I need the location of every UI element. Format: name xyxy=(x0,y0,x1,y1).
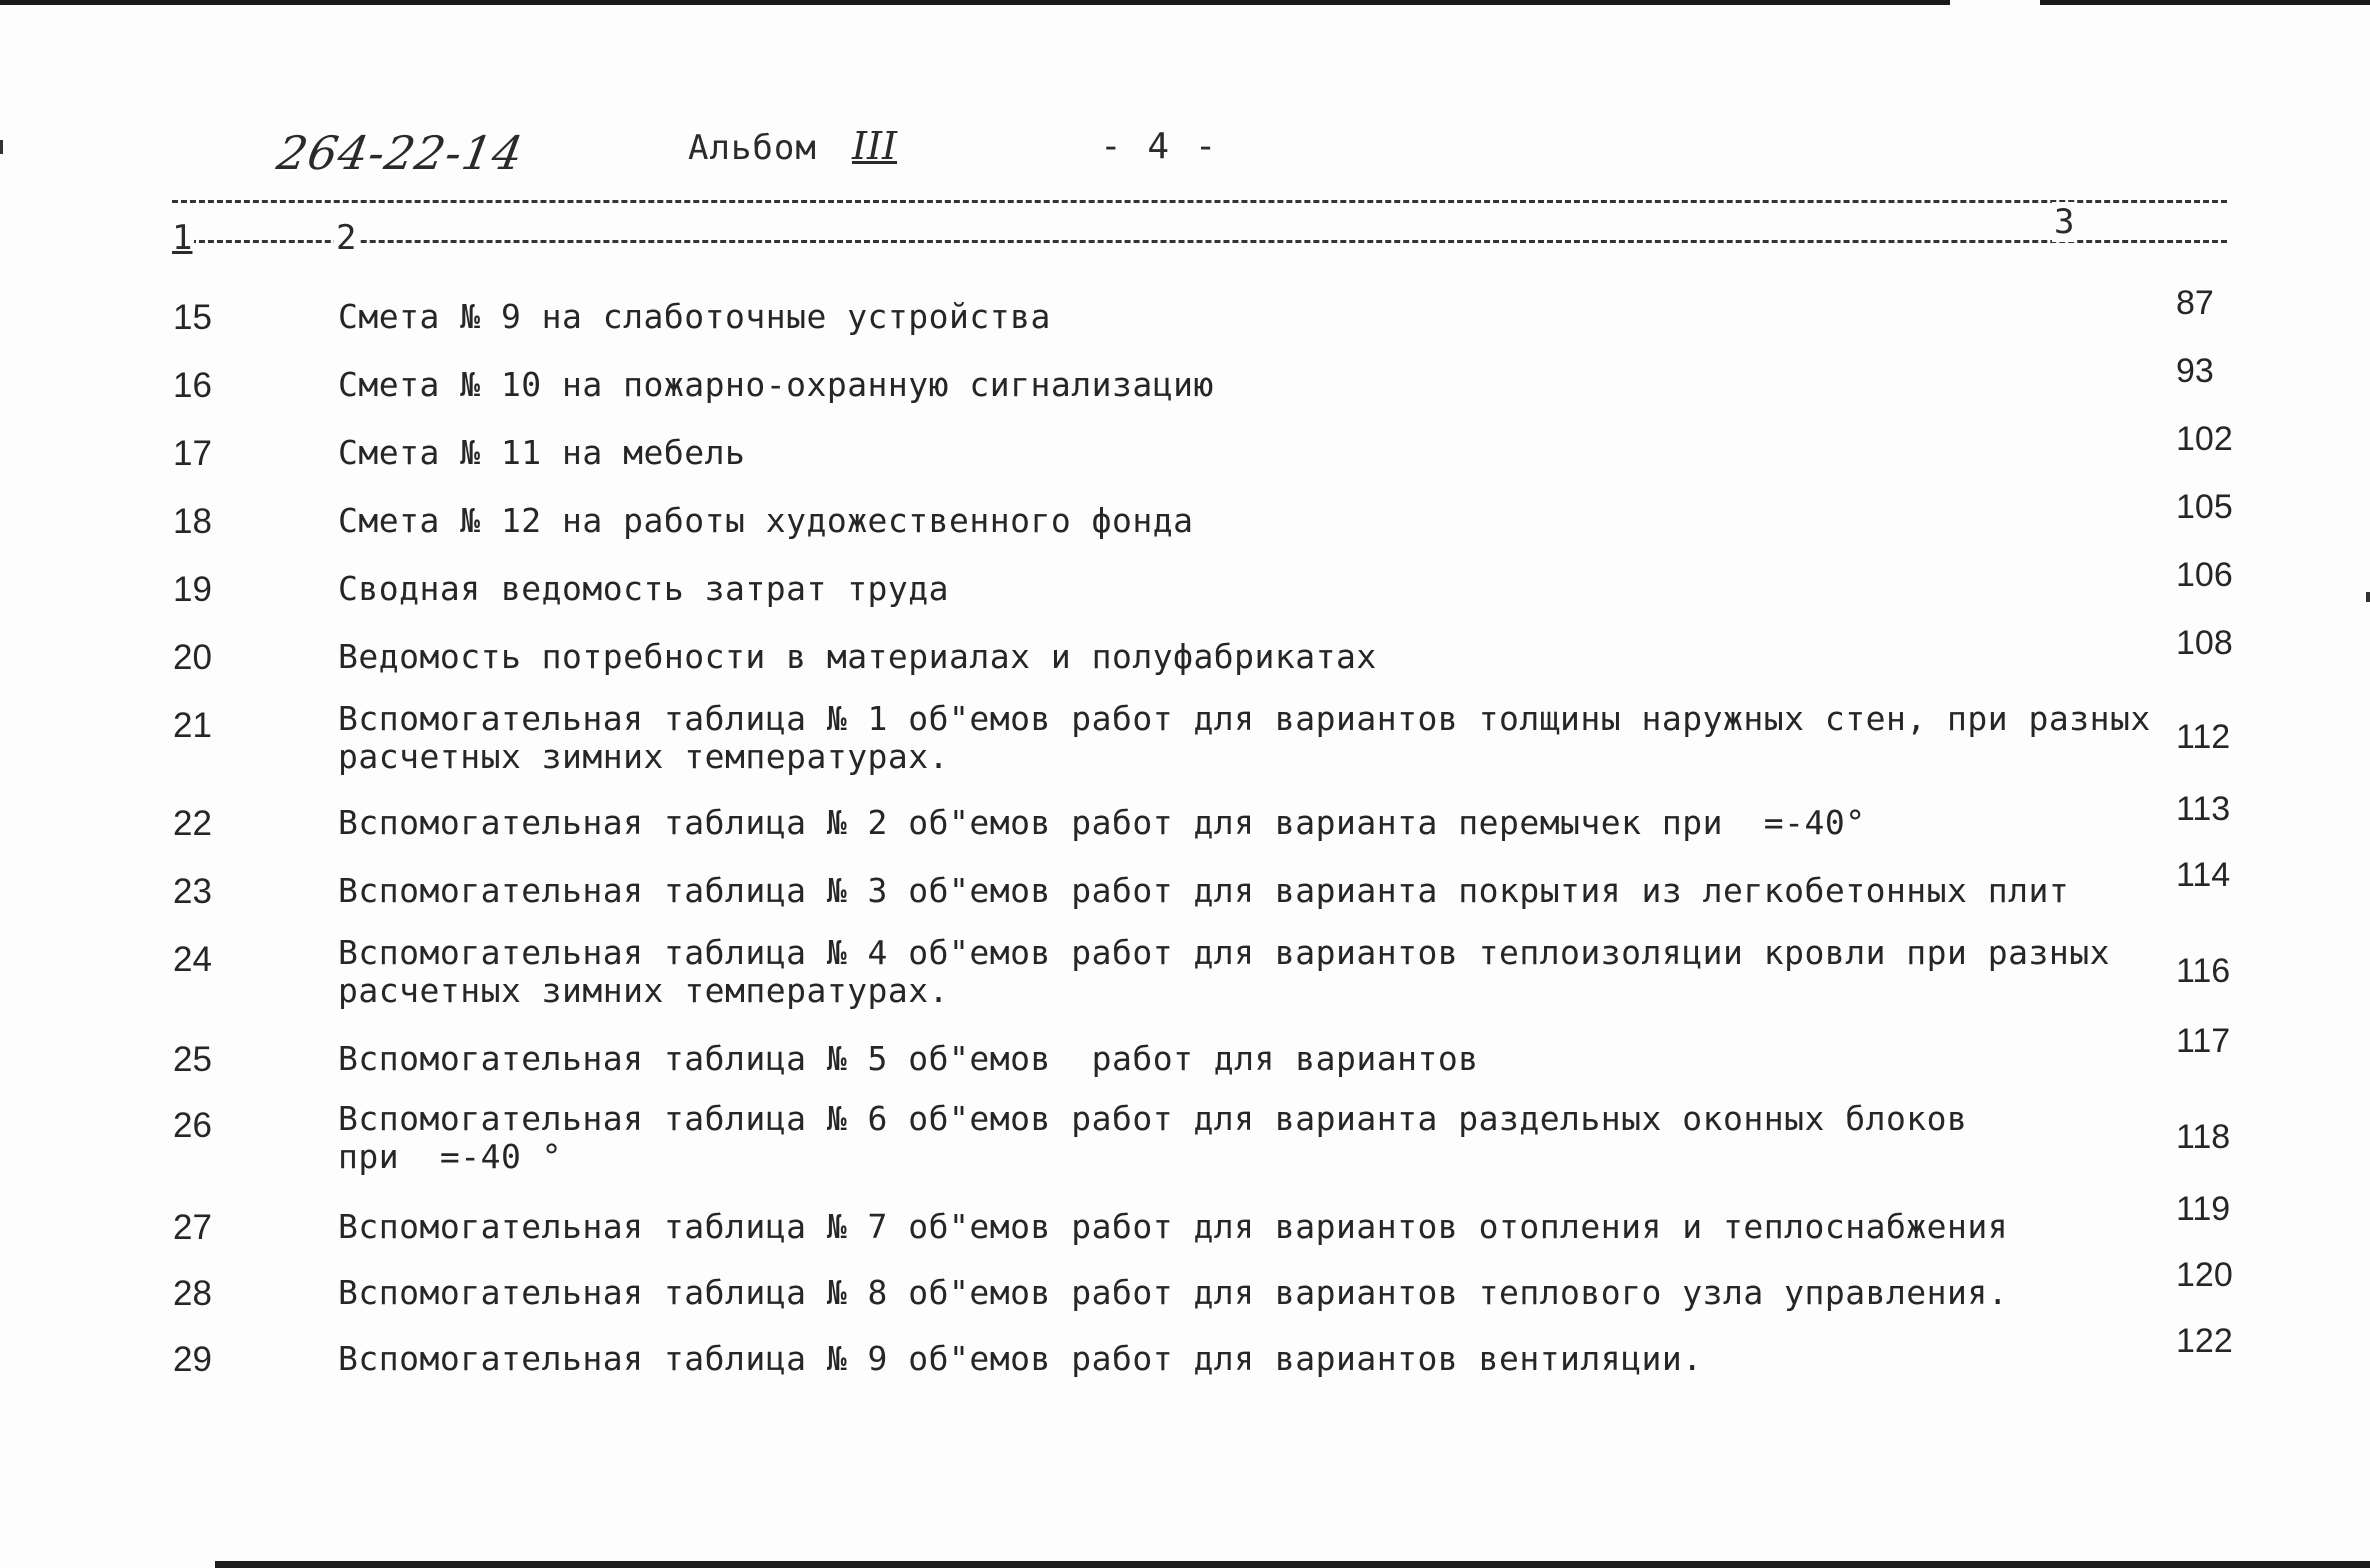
row-number: 19 xyxy=(173,570,212,609)
row-number: 18 xyxy=(173,502,212,541)
row-number: 16 xyxy=(173,366,212,405)
row-number: 22 xyxy=(173,804,212,843)
row-number: 27 xyxy=(173,1208,212,1247)
row-number: 26 xyxy=(173,1106,212,1145)
row-title: Смета № 9 на слаботочные устройства xyxy=(338,297,1051,336)
row-number: 15 xyxy=(173,298,212,337)
row-title: Смета № 11 на мебель xyxy=(338,433,746,472)
column-number-3: 3 xyxy=(2054,202,2075,242)
document-code: 264-22-14 xyxy=(273,126,528,180)
row-page: 87 xyxy=(2176,284,2214,322)
column-number-2: 2 xyxy=(336,218,357,258)
row-title: Сводная ведомость затрат труда xyxy=(338,569,950,608)
row-title: Вспомогательная таблица № 3 об"емов работ для варианта покрытия из легкобетонных плит xyxy=(338,871,2070,910)
row-title: Вспомогательная таблица № 5 об"емов работ для вариантов xyxy=(338,1039,1479,1078)
album-number: III xyxy=(852,124,898,168)
row-page: 120 xyxy=(2176,1256,2233,1294)
row-title: Вспомогательная таблица № 2 об"емов работ для варианта перемычек при =-40° xyxy=(338,803,1866,842)
row-title: Ведомость потребности в материалах и полуфабрикатах xyxy=(338,637,1377,676)
row-page: 108 xyxy=(2176,624,2233,662)
row-number: 29 xyxy=(173,1340,212,1379)
row-number: 24 xyxy=(173,940,212,979)
row-page: 122 xyxy=(2176,1322,2233,1360)
row-title: Вспомогательная таблица № 1 об"емов работ для вариантов толщины наружных стен, при разных расчетных зимних температурах. xyxy=(338,699,2172,776)
row-title: Смета № 10 на пожарно-охранную сигнализацию xyxy=(338,365,1214,404)
row-title: Вспомогательная таблица № 8 об"емов работ для вариантов теплового узла управления. xyxy=(338,1273,2009,1312)
row-number: 17 xyxy=(173,434,212,473)
row-page: 117 xyxy=(2176,1022,2231,1060)
row-title: Вспомогательная таблица № 7 об"емов работ для вариантов отопления и теплоснабжения xyxy=(338,1207,2009,1246)
row-number: 21 xyxy=(173,706,212,745)
row-page: 106 xyxy=(2176,556,2233,594)
row-page: 113 xyxy=(2176,790,2231,828)
row-number: 23 xyxy=(173,872,212,911)
row-page: 118 xyxy=(2176,1118,2231,1156)
album-label: Альбом xyxy=(688,128,817,168)
row-page: 93 xyxy=(2176,352,2214,390)
row-title: Смета № 12 на работы художественного фонда xyxy=(338,501,1194,540)
row-page: 116 xyxy=(2176,952,2231,990)
row-page: 114 xyxy=(2176,856,2231,894)
column-number-1: 1 xyxy=(172,218,193,258)
row-number: 25 xyxy=(173,1040,212,1079)
row-title: Вспомогательная таблица № 4 об"емов работ для вариантов теплоизоляции кровли при разных расчетных зимних температурах. xyxy=(338,933,2131,1010)
row-page: 105 xyxy=(2176,488,2233,526)
row-page: 102 xyxy=(2176,420,2233,458)
row-title: Вспомогательная таблица № 6 об"емов работ для варианта раздельных оконных блоков при =-40 ° xyxy=(338,1099,1988,1176)
row-number: 28 xyxy=(173,1274,212,1313)
row-page: 112 xyxy=(2176,718,2231,756)
row-title: Вспомогательная таблица № 9 об"емов работ для вариантов вентиляции. xyxy=(338,1339,1703,1378)
row-number: 20 xyxy=(173,638,212,677)
row-page: 119 xyxy=(2176,1190,2231,1228)
page-number: - 4 - xyxy=(1100,126,1219,167)
